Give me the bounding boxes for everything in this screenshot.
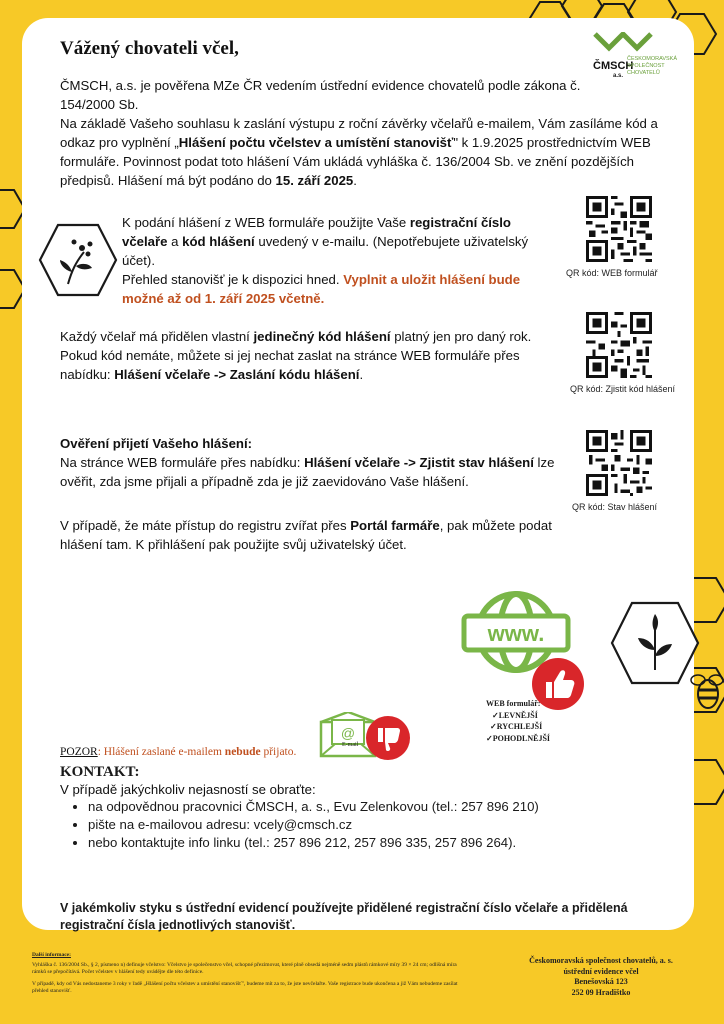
plant-honeycomb-icon bbox=[610, 600, 700, 686]
footer-city: 252 09 Hradištko bbox=[571, 987, 631, 997]
footer-street: Benešovská 123 bbox=[574, 977, 628, 986]
s1-text-3: uvedený v e-mailu. (Nepotřebujete uživatelský účet). bbox=[122, 234, 529, 268]
s2-menu-path: Hlášení včelaře -> Zaslání kódu hlášení bbox=[114, 367, 360, 382]
benefit-item: ✓RYCHLEJŠÍ bbox=[490, 722, 543, 731]
intro-text: ČMSCH, a.s. je pověřena MZe ČR vedením ústřední evidence chovatelů podle zákona č. 154/2000 Sb. bbox=[60, 78, 581, 112]
pozor-warning bbox=[60, 746, 296, 758]
pozor-text-1: : Hlášení zaslané e-mailem bbox=[97, 746, 225, 758]
footer-company: Českomoravská společnost chovatelů, a. s. bbox=[529, 956, 673, 965]
logo-subtitle: ČESKOMORAVSKÁ SPOLEČNOST CHOVATELŮ bbox=[627, 56, 678, 76]
logo-brand-suffix: a.s. bbox=[613, 73, 624, 79]
svg-text:@: @ bbox=[340, 725, 356, 741]
section-farmer-portal bbox=[60, 516, 560, 554]
s1-availability-note: Vyplnit a uložit hlášení bude možné až od 1. září 2025 včetně. bbox=[122, 272, 521, 306]
web-benefits-title: WEB formulář: bbox=[486, 699, 541, 708]
para1-text-2: " k 1.9.2025 prostřednictvím WEB formuláře. Povinnost podat toto hlášení Vám ukládá vyhláška č. 136/2004 Sb. ve znění pozdějších předpisů. Hlášení má být podáno do bbox=[60, 135, 651, 188]
s2-text-3: Pokud kód nemáte, můžete si jej nechat zaslat na stránce WEB formuláře přes nabídku: bbox=[60, 348, 520, 382]
pozor-not: nebude bbox=[224, 746, 261, 758]
footer-heading: Další informace: bbox=[32, 952, 71, 958]
qr-code-find-code[interactable] bbox=[586, 312, 652, 378]
contact-item: • na odpovědnou pracovnici ČMSCH, a. s., Evu Zelenkovou (tel.: 257 896 210) bbox=[88, 798, 620, 816]
s1-text-1: K podání hlášení z WEB formuláře použijte Vaše bbox=[122, 215, 410, 230]
footer-department: ústřední evidence včel bbox=[563, 966, 639, 976]
pozor-text-2: přijato. bbox=[260, 746, 297, 758]
logo-mark-icon bbox=[593, 32, 653, 52]
s3-text-1: Na stránce WEB formuláře přes nabídku: bbox=[60, 455, 305, 470]
cmsch-logo bbox=[585, 30, 685, 80]
qr1-caption: QR kód: WEB formulář bbox=[566, 268, 658, 278]
benefit-faster: RYCHLEJŠÍ bbox=[496, 722, 543, 731]
footer-address bbox=[518, 956, 684, 998]
section-report-code bbox=[60, 327, 560, 384]
footer-info bbox=[32, 952, 472, 995]
qr3-caption: QR kód: Stav hlášení bbox=[572, 502, 658, 512]
thumbs-down-icon bbox=[364, 714, 412, 762]
contact-section bbox=[60, 763, 620, 852]
s3-menu-path: Hlášení včelaře -> Zjistit stav hlášení bbox=[304, 455, 534, 470]
deadline-date: 15. září 2025 bbox=[275, 173, 354, 188]
s3-heading: Ověření přijetí Vašeho hlášení: bbox=[60, 436, 253, 451]
www-label: www. bbox=[487, 621, 545, 646]
s4-text-1: V případě, že máte přístup do registru zvířat přes bbox=[60, 518, 351, 533]
s1-registration-number: registrační číslo včelaře bbox=[122, 215, 511, 249]
benefit-convenient: POHODLNĚJŠÍ bbox=[492, 733, 551, 743]
closing-note: V jakémkoliv styku s ústřední evidencí používejte přidělené registrační číslo včelaře a přidělená registrační čísla jednotlivých stanovišť. bbox=[60, 901, 628, 932]
qr2-caption: QR kód: Zjistit kód hlášení bbox=[570, 384, 676, 394]
intro-paragraph bbox=[60, 114, 660, 190]
section-verify bbox=[60, 434, 560, 491]
s4-portal-name: Portál farmáře bbox=[350, 518, 440, 533]
s1-text-4: Přehled stanovišť je k dispozici hned. bbox=[122, 272, 344, 287]
s1-report-code: kód hlášení bbox=[182, 234, 255, 249]
s4-text-2: , pak můžete podat hlášení tam. K přihlášení pak použijte svůj uživatelský účet. bbox=[60, 518, 552, 552]
s2-unique-code: jedinečný kód hlášení bbox=[253, 329, 391, 344]
greeting: Vážený chovateli včel, bbox=[60, 38, 239, 59]
s3-text-2: lze ověřit, zda jsme přijali a případně zda je již zaevidováno Vaše hlášení. bbox=[60, 455, 555, 489]
contact-item-email[interactable]: • pište na e-mailovou adresu: vcely@cmsch.cz bbox=[88, 816, 620, 834]
flower-honeycomb-icon bbox=[38, 222, 118, 298]
contact-intro: V případě jakýchkoliv nejasností se obraťte: bbox=[60, 782, 316, 797]
contact-item: • nebo kontaktujte info linku (tel.: 257 896 212, 257 896 335, 257 896 264). bbox=[88, 834, 620, 852]
report-title: Hlášení počtu včelstev a umístění stanovišť bbox=[178, 135, 454, 150]
email-label: E-mail bbox=[342, 742, 359, 748]
para1-text-3: . bbox=[353, 173, 357, 188]
web-benefits bbox=[486, 698, 550, 744]
para1-text-1: Na základě Vašeho souhlasu k zaslání výstupu z roční závěrky včelařů e-mailem, Vám zasíláme kód a odkaz pro vyplnění „ bbox=[60, 116, 658, 150]
benefit-cheaper: LEVNĚJŠÍ bbox=[498, 710, 538, 720]
contact-heading: KONTAKT: bbox=[60, 764, 140, 780]
qr-code-report-status[interactable] bbox=[586, 430, 652, 496]
s1-text-2: a bbox=[167, 234, 183, 249]
logo-brand: ČMSCH bbox=[593, 60, 634, 72]
benefit-item: ✓LEVNĚJŠÍ bbox=[492, 710, 538, 720]
benefit-item: ✓POHODLNĚJŠÍ bbox=[486, 733, 551, 743]
section-web-form bbox=[122, 213, 542, 308]
qr-code-web-form[interactable] bbox=[586, 196, 652, 262]
bee-icon bbox=[690, 660, 724, 720]
footer-paragraph-1: Vyhláška č. 136/2004 Sb., § 2, písmeno n) definuje včelstvo: Včelstvo je společenstvo včel, schopné přezimovat, které plně obsedá nejméně sedm plástů rámkové míry 39 × 24 cm; odlišná míra rámků se přepočítává. Počet včelstev v hlášení tedy uvádějte dle této definice. bbox=[32, 962, 457, 975]
s2-text-4: . bbox=[359, 367, 364, 382]
footer-paragraph-2: V případě, kdy od Vás nedostaneme 3 roky v řadě „Hlášení počtu včelstev a umístění stanovišť", budeme mít za to, že jste nevčelařte. Vaše registrace bude ukončena a již Vám nebudeme zasílat přehled stanovišť. bbox=[32, 981, 458, 994]
s2-text-1: Každý včelař má přidělen vlastní bbox=[60, 329, 254, 344]
pozor-label: POZOR bbox=[60, 746, 98, 758]
s2-text-2: platný jen pro daný rok. bbox=[390, 329, 532, 344]
